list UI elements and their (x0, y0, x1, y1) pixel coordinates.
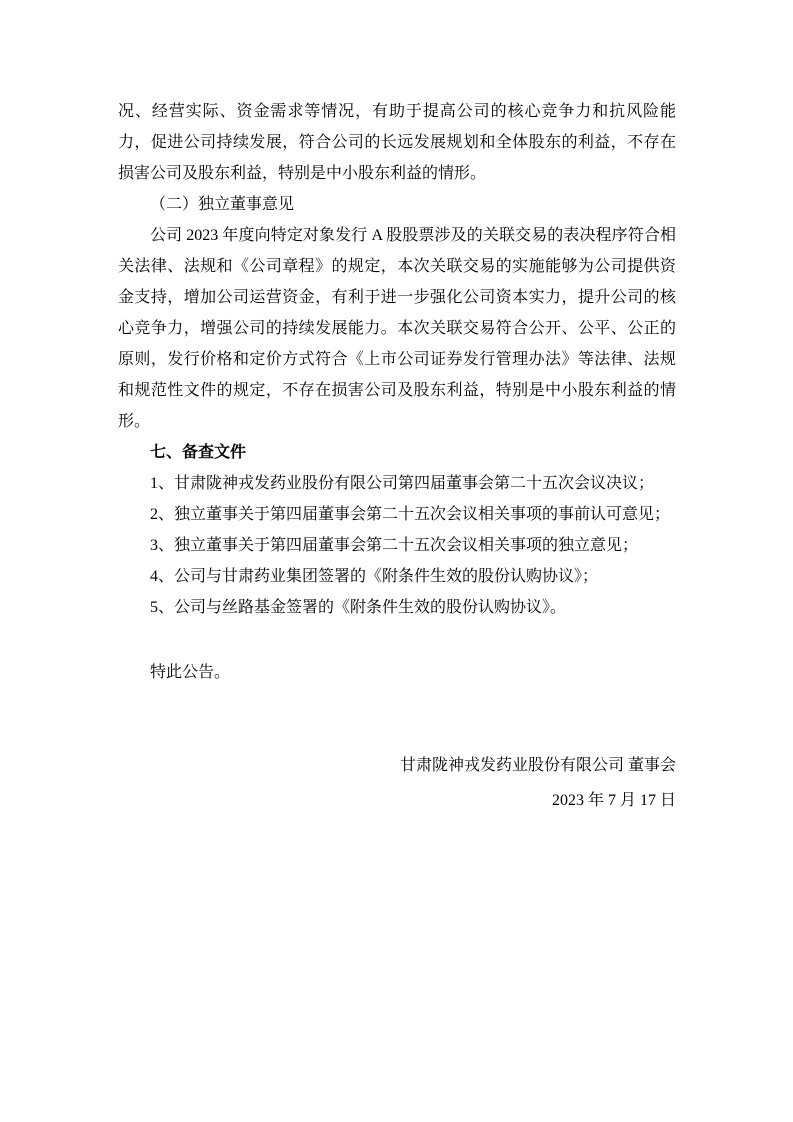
closing-statement: 特此公告。 (150, 664, 231, 681)
document-content (118, 96, 676, 818)
reference-document-item-3: 3、独立董事关于第四届董事会第二十五次会议相关事项的独立意见； (150, 537, 639, 554)
paragraph-independent-opinion: 公司 2023 年度向特定对象发行 A 股股票涉及的关联交易的表决程序符合相关法律、法规和《公司章程》的规定，本次关联交易的实施能够为公司提供资金支持，增加公司运营资金，有利于进一步强化公司资本实力，提升公司的核心竞争力，增强公司的持续发展能力。本次关联交易符合公开、公平、公正的原则，发行价格和定价方式符合《上市公司证券发行管理办法》等法律、法规和规范性文件的规定，不存在损害公司及股东利益，特别是中小股东利益的情形。 (118, 227, 676, 430)
signature-block (118, 748, 676, 818)
signature-company-line: 甘肃陇神戎发药业股份有限公司 董事会 (399, 757, 676, 774)
signature-date-line: 2023 年 7 月 17 日 (551, 792, 676, 809)
reference-document-item-4: 4、公司与甘肃药业集团签署的《附条件生效的股份认购协议》； (150, 568, 599, 585)
reference-document-item-5: 5、公司与丝路基金签署的《附条件生效的股份认购协议》。 (150, 599, 567, 616)
subheading-independent-director-opinion: （二）独立董事意见 (150, 196, 295, 213)
reference-document-item-2: 2、独立董事关于第四届董事会第二十五次会议相关事项的事前认可意见； (150, 506, 671, 523)
reference-document-item-1: 1、甘肃陇神戎发药业股份有限公司第四届董事会第二十五次会议决议； (150, 475, 655, 492)
paragraph-continuation: 况、经营实际、资金需求等情况，有助于提高公司的核心竞争力和抗风险能力，促进公司持续发展，符合公司的长远发展规划和全体股东的利益，不存在损害公司及股东利益，特别是中小股东利益的情形。 (118, 103, 676, 182)
section-heading-reference-documents: 七、备查文件 (150, 444, 247, 461)
